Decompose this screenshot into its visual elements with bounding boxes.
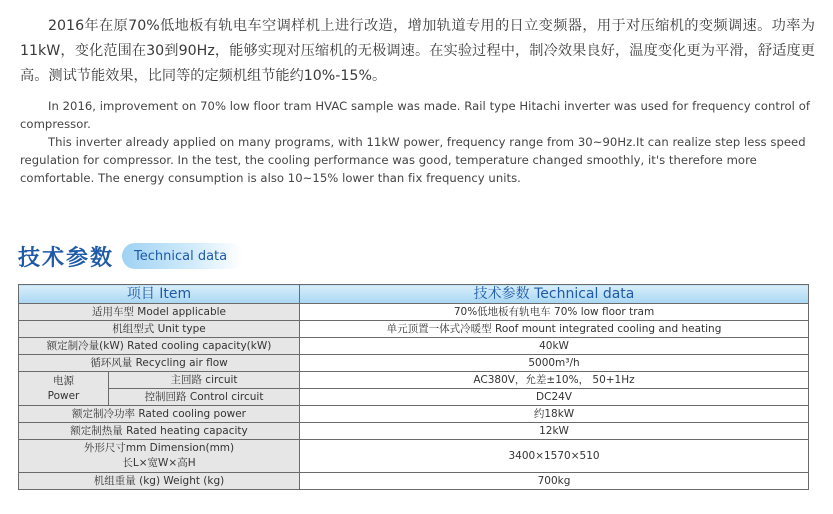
table-row	[19, 321, 809, 338]
row-label-weight: 机组重量 (kg) Weight (kg)	[19, 473, 300, 490]
row-label-unit-type: 机组型式 Unit type	[19, 321, 300, 338]
table-row	[19, 355, 809, 372]
row-label-model: 适用车型 Model applicable	[19, 304, 300, 321]
table-header-row	[19, 285, 809, 304]
row-value-main-circuit: AC380V，允差±10%， 50+1Hz	[300, 372, 809, 389]
row-value-model: 70%低地板有轨电车 70% low floor tram	[300, 304, 809, 321]
row-value-cooling-power: 约18kW	[300, 406, 809, 423]
table-row	[19, 338, 809, 355]
row-value-cooling-capacity: 40kW	[300, 338, 809, 355]
header-technical-data: 技术参数 Technical data	[300, 285, 809, 304]
table-row	[19, 440, 809, 473]
section-title-en-pill	[122, 243, 243, 269]
section-title-cn: 技术参数	[18, 245, 115, 271]
intro-en-paragraph-2: This inverter already applied on many programs, with 11kW power, frequency range from 30~90Hz.It can realize step less speed regulation for compressor. In the test, the cooling performance was good, temperature changed smoothly, it's therefore more comfortable. The energy consumption is also 10~15% lower than fix frequency units.	[20, 135, 806, 185]
section-heading	[18, 241, 243, 271]
row-value-air-flow: 5000m³/h	[300, 355, 809, 372]
dimension-label-line-2: 长L×宽W×高H	[122, 457, 196, 469]
row-value-unit-type: 单元顶置一体式冷暖型 Roof mount integrated cooling and heating	[300, 321, 809, 338]
table-row	[19, 389, 809, 406]
row-label-cooling-power: 额定制冷功率 Rated cooling power	[19, 406, 300, 423]
row-label-main-circuit: 主回路 circuit	[109, 372, 300, 389]
row-label-cooling-capacity: 额定制冷量(kW) Rated cooling capacity(kW)	[19, 338, 300, 355]
section-title-en: Technical data	[134, 248, 228, 264]
row-value-control-circuit: DC24V	[300, 389, 809, 406]
table-row	[19, 372, 809, 389]
header-item: 项目 Item	[19, 285, 300, 304]
row-value-dimension: 3400×1570×510	[300, 440, 809, 473]
intro-cn-paragraph: 2016年在原70%低地板有轨电车空调样机上进行改造，增加轨道专用的日立变频器，用于对压缩机的变频调速。功率为11kW，变化范围在30到90Hz，能够实现对压缩机的无极调速。在实验过程中，制冷效果良好，温度变化更为平滑，舒适度更高。测试节能效果，比同等的定频机组节能约10%-15%。	[20, 18, 815, 84]
table-row	[19, 406, 809, 423]
power-group-en: Power	[47, 389, 80, 402]
power-group-label	[19, 372, 109, 406]
table-row	[19, 304, 809, 321]
row-label-dimension	[19, 440, 300, 473]
row-value-heating-capacity: 12kW	[300, 423, 809, 440]
power-group-cn: 电源	[53, 374, 74, 387]
row-value-weight: 700kg	[300, 473, 809, 490]
dimension-label-line-1: 外形尺寸mm Dimension(mm)	[83, 442, 235, 454]
table-row	[19, 423, 809, 440]
table-row	[19, 473, 809, 490]
row-label-air-flow: 循环风量 Recycling air flow	[19, 355, 300, 372]
spec-table	[18, 284, 809, 490]
intro-en-paragraph-1: In 2016, improvement on 70% low floor tram HVAC sample was made. Rail type Hitachi inverter was used for frequency control of compressor.	[20, 99, 810, 131]
row-label-heating-capacity: 额定制热量 Rated heating capacity	[19, 423, 300, 440]
intro-en-block	[20, 97, 815, 187]
row-label-control-circuit: 控制回路 Control circuit	[109, 389, 300, 406]
